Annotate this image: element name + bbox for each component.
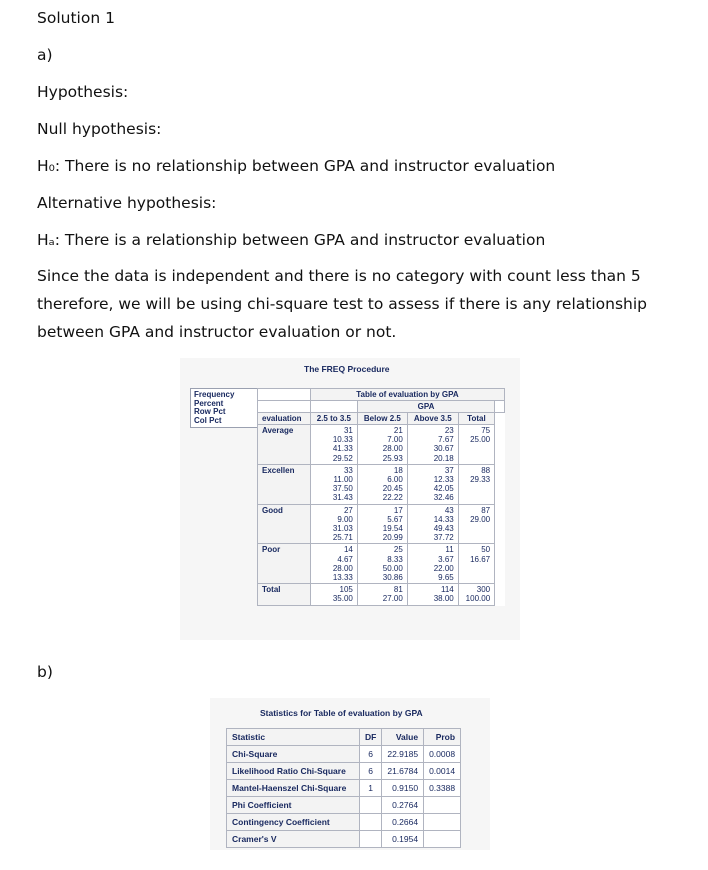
crosstab-cell: [310, 425, 357, 465]
h0-statement: [37, 156, 555, 176]
row-label: Average: [258, 425, 311, 465]
crosstab-cell: [357, 504, 407, 544]
crosstab-cell: [310, 584, 357, 605]
cell-value: 28.00: [332, 563, 353, 573]
stats-table: [226, 728, 461, 848]
cell-value: 37.50: [332, 484, 353, 494]
crosstab-row: [258, 544, 505, 584]
statistic-value: 0.2664: [382, 814, 424, 831]
cell-value: 29.33: [470, 475, 491, 485]
column-header: Above 3.5: [407, 413, 458, 425]
cell-value: 31: [343, 426, 353, 435]
cell-value: 87: [481, 505, 491, 515]
cell-value: 9.65: [438, 573, 454, 583]
column-header: Total: [458, 413, 494, 425]
crosstab-row: [258, 425, 505, 465]
cell-value: 35.00: [332, 594, 353, 604]
cell-value: 8.33: [387, 554, 403, 564]
crosstab-cell: [310, 464, 357, 504]
stats-row: [227, 780, 461, 797]
statistic-value: 6: [360, 746, 382, 763]
legend-item: Frequency: [194, 390, 235, 399]
cell-value: 114: [440, 585, 454, 595]
cell-value: 21: [393, 426, 403, 435]
crosstab-cell: [310, 504, 357, 544]
cell-value: 5.67: [387, 514, 403, 524]
cell-value: 88: [481, 465, 491, 475]
cell-value: 7.00: [387, 435, 403, 445]
cell-value: 49.43: [433, 524, 454, 534]
crosstab-table: [257, 388, 505, 606]
ha-symbol: Hₐ:: [37, 231, 60, 249]
cell-value: 100.00: [465, 594, 491, 604]
cell-value: 19.54: [382, 524, 403, 534]
cell-value: 30.86: [382, 573, 403, 583]
cell-value: 16.67: [470, 554, 491, 564]
stats-column-header: Statistic: [227, 729, 360, 746]
method-paragraph: Since the data is independent and there is no category with count less than 5 therefore, we will be using chi-square test to assess if there is any relationship between GPA and instructor evaluation or not.: [37, 267, 648, 341]
null-hypothesis-label: Null hypothesis:: [37, 120, 162, 138]
cell-value: 17: [393, 505, 403, 515]
row-label: Poor: [258, 544, 311, 584]
statistic-value: 22.9185: [382, 746, 424, 763]
cell-legend: [190, 388, 258, 428]
cell-value: 20.99: [382, 533, 403, 543]
crosstab-row: [258, 584, 505, 605]
column-header: 2.5 to 3.5: [310, 413, 357, 425]
crosstab-cell: [458, 464, 494, 504]
crosstab-row: [258, 464, 505, 504]
row-variable-header: evaluation: [258, 413, 311, 425]
statistic-value: [424, 814, 461, 831]
statistic-name: Mantel-Haenszel Chi-Square: [227, 780, 360, 797]
statistic-value: 21.6784: [382, 763, 424, 780]
statistic-name: Chi-Square: [227, 746, 360, 763]
cell-value: 37: [444, 465, 454, 475]
cell-value: 22.00: [433, 563, 454, 573]
hypothesis-label: Hypothesis:: [37, 83, 129, 101]
row-label: Good: [258, 504, 311, 544]
statistic-value: [360, 814, 382, 831]
cell-value: 20.45: [382, 484, 403, 494]
stats-column-header: Prob: [424, 729, 461, 746]
ha-text: There is a relationship between GPA and instructor evaluation: [59, 231, 546, 249]
cell-value: 25: [393, 545, 403, 555]
cell-value: 12.33: [433, 475, 454, 485]
cell-value: 4.67: [337, 554, 353, 564]
cell-value: 3.67: [438, 554, 454, 564]
cell-value: 18: [393, 465, 403, 475]
crosstab-cell: [458, 504, 494, 544]
legend-item: Percent: [194, 398, 224, 408]
h0-text: There is no relationship between GPA and instructor evaluation: [60, 157, 556, 175]
crosstab-cell: [458, 584, 494, 605]
statistic-name: Cramer's V: [227, 831, 360, 848]
statistic-value: 0.2764: [382, 797, 424, 814]
legend-item: Col Pct: [194, 415, 222, 425]
cell-value: 50.00: [382, 563, 403, 573]
stats-row: [227, 763, 461, 780]
crosstab-cell: [458, 544, 494, 584]
crosstab-cell: [357, 464, 407, 504]
cell-value: 30.67: [433, 444, 454, 454]
statistic-value: [360, 797, 382, 814]
cell-value: 75: [481, 426, 491, 435]
statistic-value: 1: [360, 780, 382, 797]
cell-value: 10.33: [332, 435, 353, 445]
cell-value: 43: [444, 505, 454, 515]
alternative-hypothesis-label: Alternative hypothesis:: [37, 194, 217, 212]
statistic-name: Phi Coefficient: [227, 797, 360, 814]
row-label: Total: [258, 584, 311, 605]
cell-value: 9.00: [337, 514, 353, 524]
statistic-value: [424, 797, 461, 814]
stats-output-panel: [210, 698, 490, 850]
cell-value: 37.72: [433, 533, 454, 543]
crosstab-cell: [407, 504, 458, 544]
cell-value: 32.46: [433, 493, 454, 503]
statistic-value: 0.0008: [424, 746, 461, 763]
cell-value: 29.00: [470, 514, 491, 524]
statistic-name: Contingency Coefficient: [227, 814, 360, 831]
statistic-name: Likelihood Ratio Chi-Square: [227, 763, 360, 780]
column-header: Below 2.5: [357, 413, 407, 425]
stats-row: [227, 831, 461, 848]
crosstab-cell: [357, 584, 407, 605]
cell-value: 6.00: [387, 475, 403, 485]
part-b-label: b): [37, 663, 53, 681]
crosstab-cell: [407, 584, 458, 605]
cell-value: 23: [444, 426, 454, 435]
cell-value: 14: [343, 545, 353, 555]
cell-value: 13.33: [332, 573, 353, 583]
cell-value: 41.33: [332, 444, 353, 454]
solution-heading: Solution 1: [37, 9, 115, 27]
statistic-value: 0.0014: [424, 763, 461, 780]
cell-value: 11.00: [333, 475, 353, 485]
stats-row: [227, 797, 461, 814]
statistic-value: 0.3388: [424, 780, 461, 797]
cell-value: 42.05: [433, 484, 454, 494]
crosstab-cell: [357, 425, 407, 465]
stats-row: [227, 814, 461, 831]
cell-value: 31.03: [332, 524, 353, 534]
crosstab-title: Table of evaluation by GPA: [310, 389, 504, 401]
stats-row: [227, 746, 461, 763]
gpa-group-header: GPA: [357, 401, 494, 413]
cell-value: 7.67: [438, 435, 454, 445]
statistic-value: [360, 831, 382, 848]
cell-value: 33: [343, 465, 353, 475]
cell-value: 50: [481, 545, 491, 555]
stats-column-header: DF: [360, 729, 382, 746]
cell-value: 105: [339, 585, 353, 595]
freq-procedure-title: The FREQ Procedure: [304, 364, 390, 374]
crosstab-cell: [458, 425, 494, 465]
crosstab-cell: [407, 464, 458, 504]
cell-value: 25.71: [332, 533, 353, 543]
row-label: Excellen: [258, 464, 311, 504]
crosstab-row: [258, 504, 505, 544]
cell-value: 25.00: [470, 435, 491, 445]
crosstab-cell: [310, 544, 357, 584]
stats-column-header: Value: [382, 729, 424, 746]
cell-value: 11: [445, 545, 454, 555]
cell-value: 31.43: [332, 493, 353, 503]
part-a-label: a): [37, 46, 53, 64]
crosstab-cell: [407, 425, 458, 465]
cell-value: 27.00: [382, 594, 403, 604]
statistic-value: 6: [360, 763, 382, 780]
h0-symbol: H₀:: [37, 157, 61, 175]
ha-statement: [37, 230, 545, 250]
cell-value: 28.00: [382, 444, 403, 454]
stats-title: Statistics for Table of evaluation by GPA: [260, 708, 423, 718]
cell-value: 20.18: [433, 453, 454, 463]
freq-output-panel: [180, 358, 520, 640]
cell-value: 22.22: [382, 493, 403, 503]
cell-value: 14.33: [433, 514, 454, 524]
legend-item: Row Pct: [194, 407, 226, 416]
cell-value: 38.00: [433, 594, 454, 604]
cell-value: 25.93: [382, 453, 403, 463]
statistic-value: 0.9150: [382, 780, 424, 797]
crosstab-cell: [357, 544, 407, 584]
statistic-value: [424, 831, 461, 848]
cell-value: 300: [476, 585, 491, 595]
cell-value: 29.52: [332, 453, 353, 463]
statistic-value: 0.1954: [382, 831, 424, 848]
cell-value: 81: [393, 585, 403, 595]
cell-value: 27: [343, 505, 353, 515]
crosstab-cell: [407, 544, 458, 584]
